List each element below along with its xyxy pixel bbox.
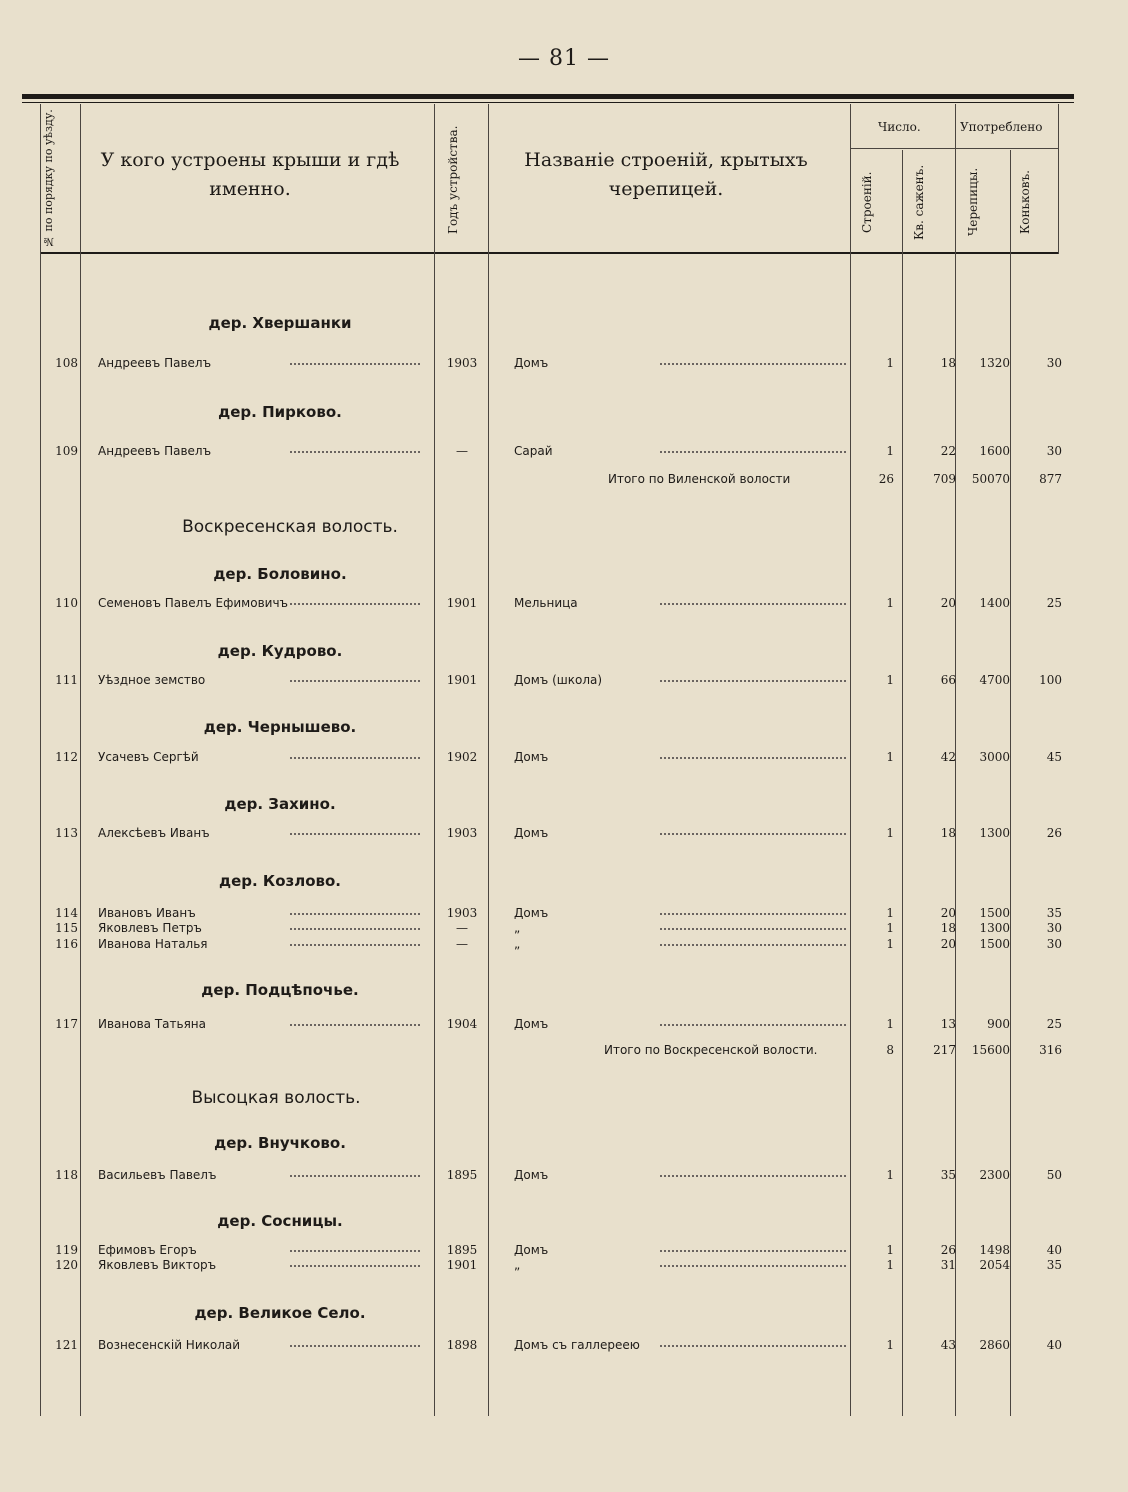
row-number: 115 — [55, 921, 78, 935]
ridges-count: 30 — [1046, 937, 1062, 951]
ridges-count: 40 — [1046, 1243, 1062, 1257]
dot-leader — [290, 363, 420, 365]
ridges-count: 100 — [1039, 673, 1062, 687]
village-heading: дер. Козлово. — [218, 872, 341, 890]
year: 1901 — [446, 673, 478, 687]
building-name: Домъ — [514, 1243, 549, 1257]
total-sq: 217 — [933, 1043, 956, 1057]
building-name: Домъ — [514, 906, 549, 920]
owner-name: Яковлевъ Петръ — [98, 921, 202, 935]
dot-leader — [290, 451, 420, 453]
dot-leader — [660, 363, 846, 365]
dot-leader — [660, 833, 846, 835]
table-row — [40, 1168, 1070, 1184]
ridges-count: 50 — [1046, 1168, 1062, 1182]
square-sazhens: 20 — [940, 906, 956, 920]
total-buildings: 26 — [878, 472, 894, 486]
dot-leader — [660, 913, 846, 915]
buildings-count: 1 — [886, 444, 894, 458]
buildings-count: 1 — [886, 750, 894, 764]
col-building-header: Названіе строеній, крытыхъ черепицей. — [524, 149, 808, 201]
owner-name: Яковлевъ Викторъ — [98, 1258, 217, 1272]
dot-leader — [660, 1024, 846, 1026]
col-ridges-header: Коньковъ. — [1018, 170, 1032, 234]
buildings-count: 1 — [886, 826, 894, 840]
col-buildings-header: Строеній. — [860, 171, 874, 233]
row-number: 111 — [55, 673, 78, 687]
dot-leader — [290, 680, 420, 682]
row-number: 114 — [55, 906, 78, 920]
owner-name: Вознесенскій Николай — [98, 1338, 241, 1352]
year: 1903 — [446, 906, 478, 920]
square-sazhens: 66 — [940, 673, 956, 687]
dot-leader — [290, 928, 420, 930]
year: 1895 — [446, 1168, 478, 1182]
table-row — [40, 906, 1070, 922]
square-sazhens: 18 — [940, 826, 956, 840]
year: 1902 — [446, 750, 478, 764]
buildings-count: 1 — [886, 356, 894, 370]
building-name: „ — [514, 921, 521, 935]
dot-leader — [290, 944, 420, 946]
col-line — [902, 150, 903, 1416]
col-line — [1058, 104, 1059, 254]
header-bottom-rule — [40, 252, 1058, 254]
group-header-rule — [850, 148, 1058, 149]
building-name: Домъ — [514, 356, 549, 370]
row-number: 112 — [55, 750, 78, 764]
table-row — [40, 921, 1070, 937]
village-heading: дер. Подцѣпочье. — [201, 981, 359, 999]
col-tiles-header: Черепицы. — [966, 167, 980, 237]
village-heading: дер. Внучково. — [214, 1134, 346, 1152]
tiles-count: 1320 — [979, 356, 1010, 370]
volost-heading: Высоцкая волость. — [191, 1088, 361, 1108]
building-name: Мельница — [514, 596, 578, 610]
building-name: „ — [514, 1258, 521, 1272]
table-row — [40, 1338, 1070, 1354]
year: 1903 — [446, 826, 478, 840]
tiles-count: 1600 — [979, 444, 1010, 458]
col-line — [1010, 150, 1011, 1416]
tiles-count: 2300 — [979, 1168, 1010, 1182]
ridges-count: 45 — [1046, 750, 1062, 764]
dot-leader — [290, 1024, 420, 1026]
owner-name: Иванова Татьяна — [98, 1017, 206, 1031]
top-rule-thick — [22, 94, 1074, 99]
year: 1895 — [446, 1243, 478, 1257]
square-sazhens: 20 — [940, 596, 956, 610]
tiles-count: 2054 — [979, 1258, 1010, 1272]
tiles-count: 3000 — [979, 750, 1010, 764]
village-heading: дер. Сосницы. — [217, 1212, 343, 1230]
ridges-count: 26 — [1046, 826, 1062, 840]
square-sazhens: 22 — [940, 444, 956, 458]
total-row — [40, 1043, 1070, 1059]
village-heading: дер. Кудрово. — [217, 642, 343, 660]
year: 1901 — [446, 1258, 478, 1272]
square-sazhens: 18 — [940, 921, 956, 935]
village-heading: дер. Хвершанки — [208, 314, 352, 332]
tiles-count: 1500 — [979, 937, 1010, 951]
buildings-count: 1 — [886, 937, 894, 951]
row-number: 118 — [55, 1168, 78, 1182]
owner-name: Алексѣевъ Иванъ — [98, 826, 210, 840]
dot-leader — [290, 1250, 420, 1252]
tiles-count: 1500 — [979, 906, 1010, 920]
table-row — [40, 444, 1070, 460]
square-sazhens: 35 — [940, 1168, 956, 1182]
tiles-count: 1300 — [979, 826, 1010, 840]
buildings-count: 1 — [886, 921, 894, 935]
table-row — [40, 673, 1070, 689]
table-row — [40, 1258, 1070, 1274]
table-row — [40, 937, 1070, 953]
row-number: 120 — [55, 1258, 78, 1272]
owner-name: Андреевъ Павелъ — [98, 444, 212, 458]
dot-leader — [660, 757, 846, 759]
dot-leader — [660, 928, 846, 930]
dot-leader — [660, 451, 846, 453]
ridges-count: 35 — [1046, 906, 1062, 920]
tiles-count: 4700 — [979, 673, 1010, 687]
building-name: Домъ — [514, 826, 549, 840]
buildings-count: 1 — [886, 1168, 894, 1182]
row-number: 109 — [55, 444, 78, 458]
total-tiles: 15600 — [971, 1043, 1010, 1057]
tiles-count: 1498 — [979, 1243, 1010, 1257]
year: 1901 — [446, 596, 478, 610]
col-no-header: № по порядку по уѣзду. — [42, 109, 55, 249]
village-heading: дер. Боловино. — [213, 565, 347, 583]
building-name: Домъ — [514, 1017, 549, 1031]
building-name: Домъ — [514, 750, 549, 764]
building-name: Домъ — [514, 1168, 549, 1182]
row-number: 110 — [55, 596, 78, 610]
dot-leader — [290, 913, 420, 915]
ridges-count: 25 — [1046, 596, 1062, 610]
total-tiles: 50070 — [971, 472, 1010, 486]
total-label: Итого по Воскресенской волости. — [604, 1043, 818, 1057]
village-heading: дер. Великое Село. — [194, 1304, 366, 1322]
row-number: 119 — [55, 1243, 78, 1257]
total-buildings: 8 — [886, 1043, 894, 1057]
row-number: 121 — [55, 1338, 78, 1352]
buildings-count: 1 — [886, 1258, 894, 1272]
total-ridges: 877 — [1039, 472, 1062, 486]
buildings-count: 1 — [886, 1017, 894, 1031]
page-number: — 81 — — [518, 46, 610, 71]
ridges-count: 25 — [1046, 1017, 1062, 1031]
buildings-count: 1 — [886, 596, 894, 610]
owner-name: Андреевъ Павелъ — [98, 356, 212, 370]
dot-leader — [290, 1265, 420, 1267]
square-sazhens: 43 — [940, 1338, 956, 1352]
year: 1903 — [446, 356, 478, 370]
total-ridges: 316 — [1039, 1043, 1062, 1057]
buildings-count: 1 — [886, 1243, 894, 1257]
square-sazhens: 20 — [940, 937, 956, 951]
square-sazhens: 31 — [940, 1258, 956, 1272]
dot-leader — [660, 1175, 846, 1177]
col-sq-header: Кв. саженъ. — [912, 164, 926, 240]
buildings-count: 1 — [886, 673, 894, 687]
owner-name: Иванова Наталья — [98, 937, 208, 951]
owner-name: Уѣздное земство — [98, 673, 206, 687]
row-number: 113 — [55, 826, 78, 840]
owner-name: Ивановъ Иванъ — [98, 906, 196, 920]
ridges-count: 30 — [1046, 356, 1062, 370]
total-sq: 709 — [933, 472, 956, 486]
buildings-count: 1 — [886, 1338, 894, 1352]
buildings-count: 1 — [886, 906, 894, 920]
square-sazhens: 42 — [940, 750, 956, 764]
dot-leader — [660, 1345, 846, 1347]
year: 1904 — [446, 1017, 478, 1031]
dot-leader — [660, 1265, 846, 1267]
square-sazhens: 13 — [940, 1017, 956, 1031]
ridges-count: 40 — [1046, 1338, 1062, 1352]
year: — — [456, 937, 468, 951]
year: — — [456, 921, 468, 935]
square-sazhens: 18 — [940, 356, 956, 370]
top-rule-thin — [22, 102, 1074, 103]
square-sazhens: 26 — [940, 1243, 956, 1257]
row-number: 116 — [55, 937, 78, 951]
tiles-count: 900 — [987, 1017, 1010, 1031]
building-name: „ — [514, 937, 521, 951]
dot-leader — [660, 603, 846, 605]
tiles-count: 1300 — [979, 921, 1010, 935]
dot-leader — [660, 680, 846, 682]
ridges-count: 30 — [1046, 921, 1062, 935]
row-number: 117 — [55, 1017, 78, 1031]
dot-leader — [290, 833, 420, 835]
building-name: Сарай — [514, 444, 553, 458]
dot-leader — [290, 1345, 420, 1347]
village-heading: дер. Пирково. — [218, 403, 342, 421]
table-row — [40, 826, 1070, 842]
owner-name: Ефимовъ Егоръ — [98, 1243, 197, 1257]
row-number: 108 — [55, 356, 78, 370]
tiles-count: 1400 — [979, 596, 1010, 610]
building-name: Домъ (школа) — [514, 673, 603, 687]
dot-leader — [660, 944, 846, 946]
total-label: Итого по Виленской волости — [608, 472, 791, 486]
dot-leader — [290, 1175, 420, 1177]
tiles-count: 2860 — [979, 1338, 1010, 1352]
table-row — [40, 1017, 1070, 1033]
year: 1898 — [446, 1338, 478, 1352]
owner-name: Семеновъ Павелъ Ефимовичъ — [98, 596, 289, 610]
dot-leader — [290, 603, 420, 605]
ridges-count: 30 — [1046, 444, 1062, 458]
building-name: Домъ съ галлереею — [514, 1338, 640, 1352]
dot-leader — [660, 1250, 846, 1252]
year: — — [456, 444, 468, 458]
col-year-header: Годъ устройства. — [446, 125, 460, 235]
owner-name: Васильевъ Павелъ — [98, 1168, 217, 1182]
dot-leader — [290, 757, 420, 759]
col-owner-header: У кого устроены крыши и гдѣ именно. — [100, 149, 400, 201]
owner-name: Усачевъ Сергѣй — [98, 750, 199, 764]
table-row — [40, 596, 1070, 612]
table-row — [40, 750, 1070, 766]
total-row — [40, 472, 1070, 488]
ridges-count: 35 — [1046, 1258, 1062, 1272]
volost-heading: Воскресенская волость. — [182, 517, 398, 537]
village-heading: дер. Захино. — [224, 795, 336, 813]
table-row — [40, 1243, 1070, 1259]
village-heading: дер. Чернышево. — [203, 718, 357, 736]
table-row — [40, 356, 1070, 372]
group-used-header: Употреблено — [960, 120, 1043, 134]
group-count-header: Число. — [878, 120, 921, 134]
